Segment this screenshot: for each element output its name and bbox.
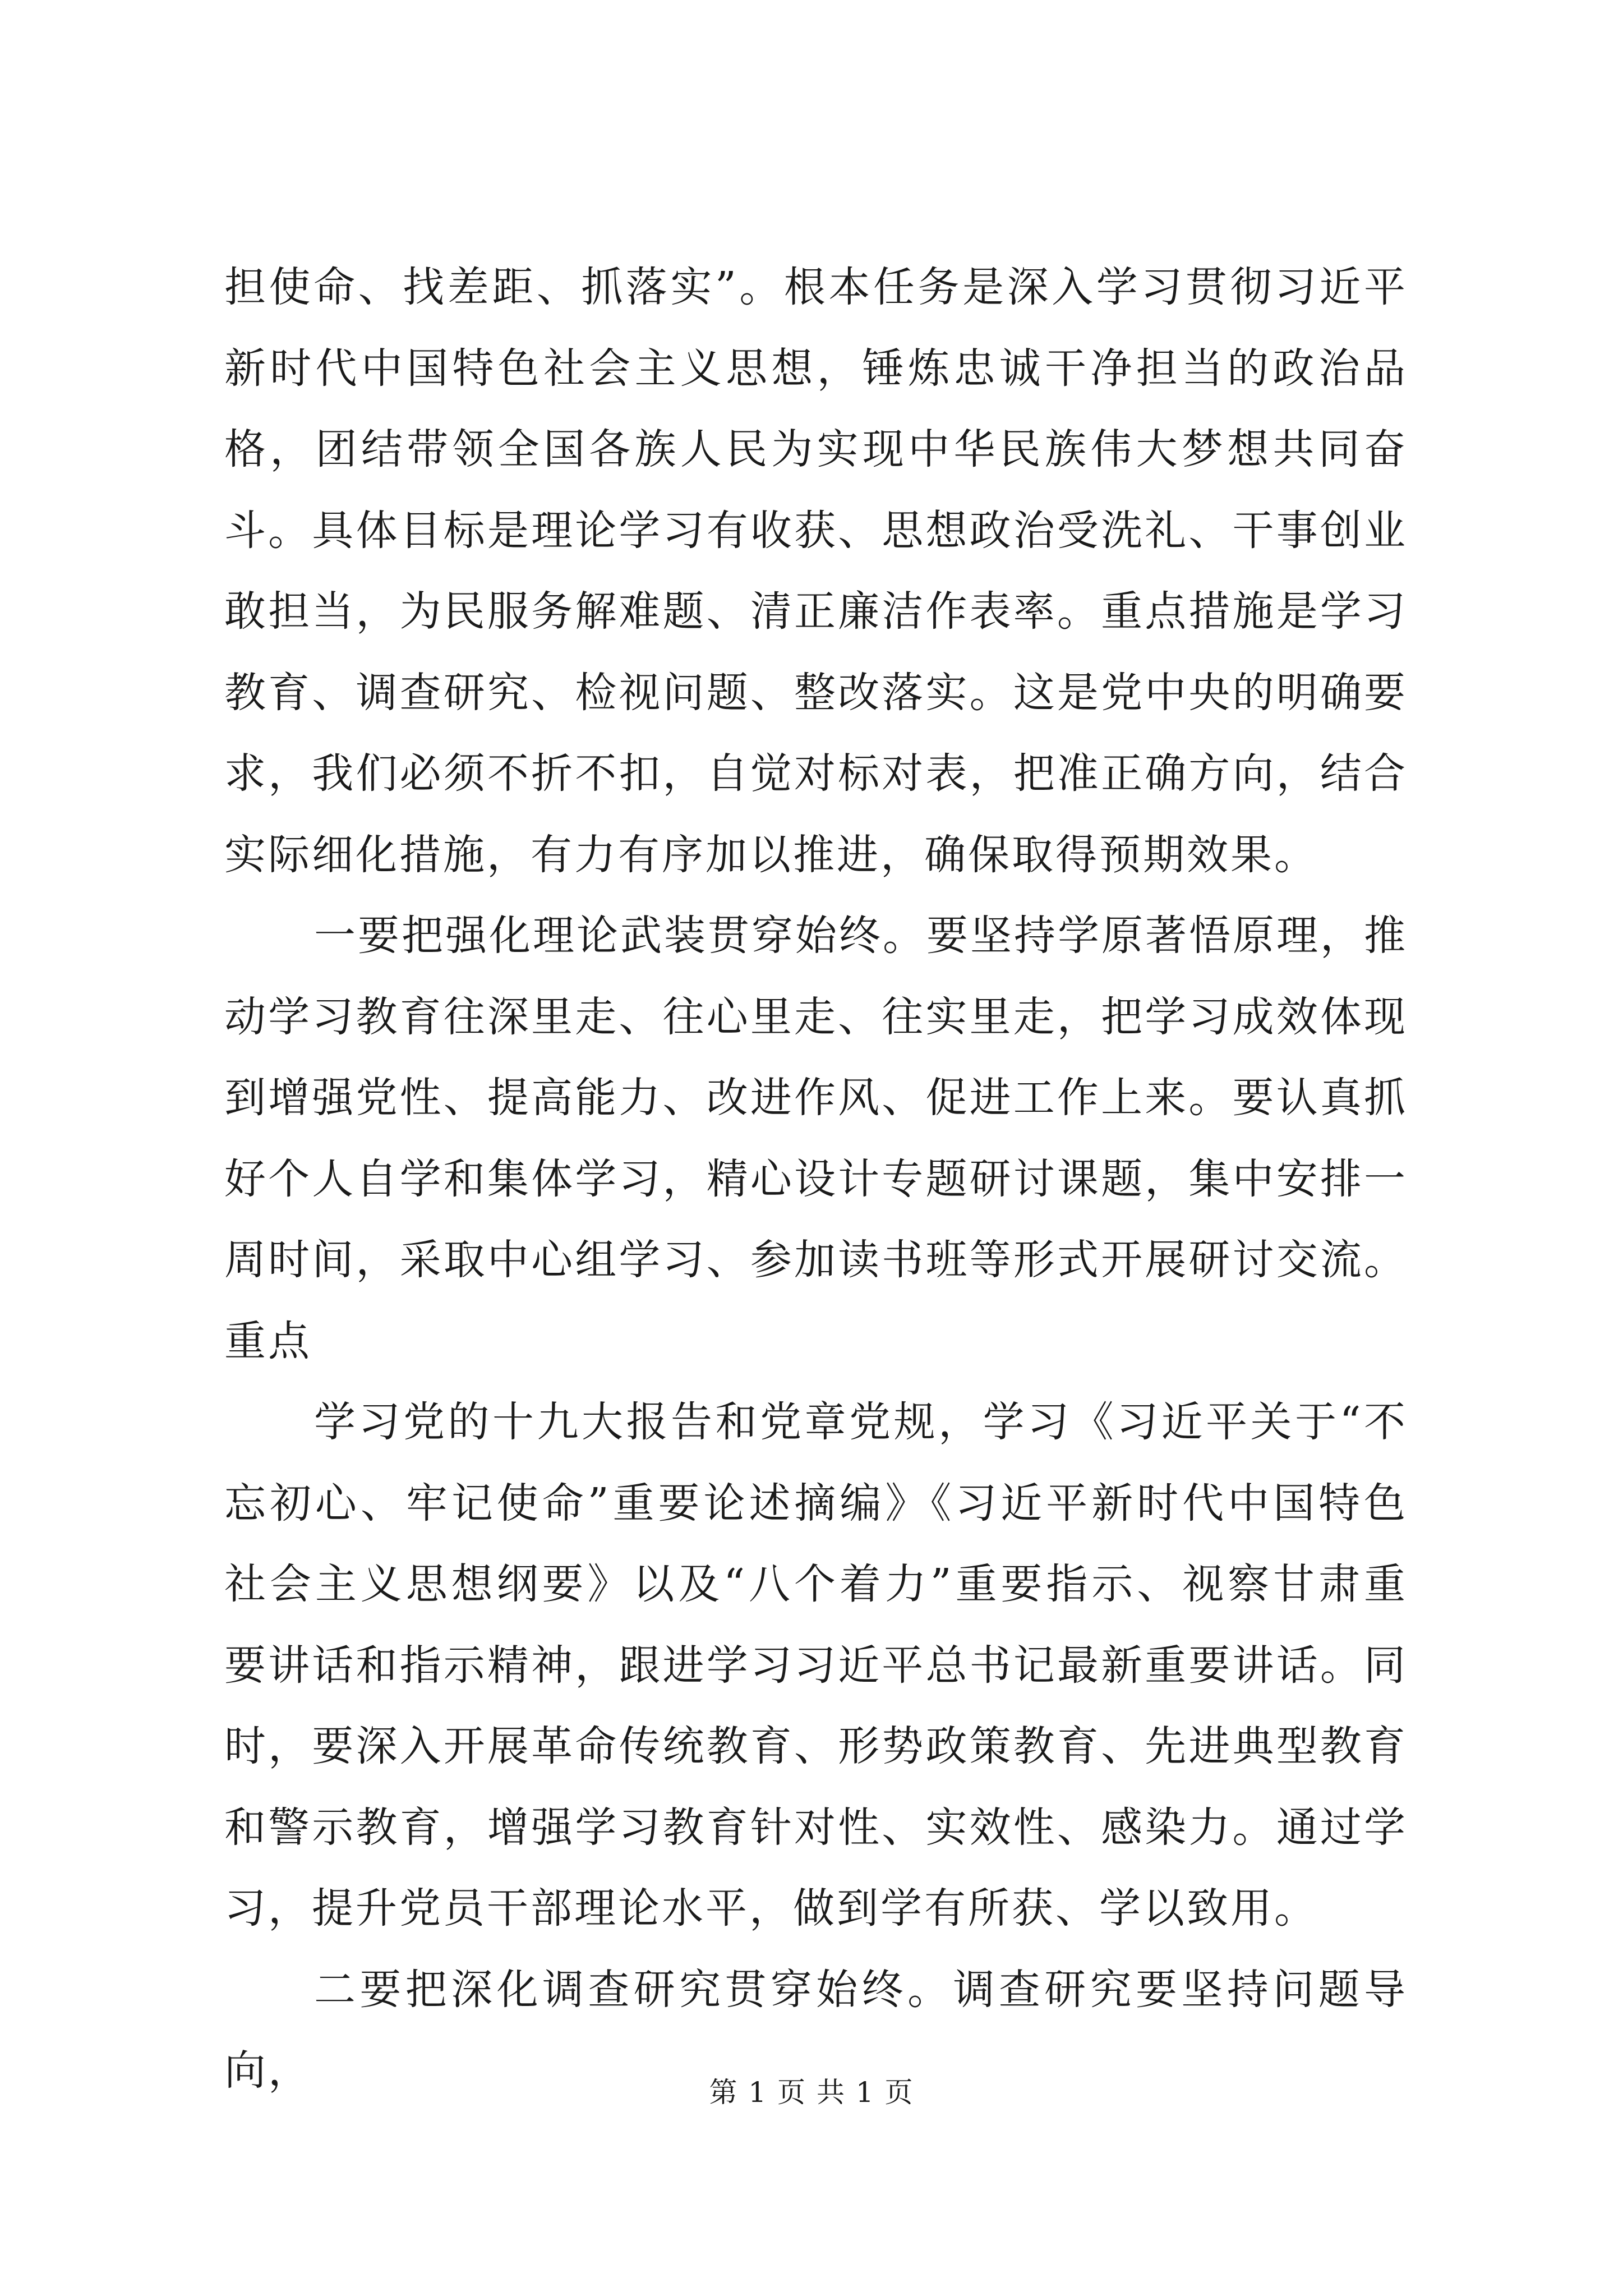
page-number-footer: 第 1 页 共 1 页 [709, 2076, 914, 2109]
paragraph-2: 一要把强化理论武装贯穿始终。要坚持学原著悟原理，推动学习教育往深里走、往心里走、往实里走，把学习成效体现到增强党性、提高能力、改进作风、促进工作上来。要认真抓好个人自学和集体学习，精心设计专题研讨课题，集中安排一周时间，采取中心组学习、参加读书班等形式开展研讨交流。重点 [224, 912, 1408, 1365]
document-body [224, 247, 1408, 2111]
paragraph-4: 二要把深化调查研究贯穿始终。调查研究要坚持问题导向， [224, 1965, 1408, 2095]
paragraph-3: 学习党的十九大报告和党章党规，学习《习近平关于“不忘初心、牢记使命”重要论述摘编》《习近平新时代中国特色社会主义思想纲要》以及“八个着力”重要指示、视察甘肃重要讲话和指示精神，跟进学习习近平总书记最新重要讲话。同时，要深入开展革命传统教育、形势政策教育、先进典型教育和警示教育，增强学习教育针对性、实效性、感染力。通过学习，提升党员干部理论水平，做到学有所获、学以致用。 [224, 1398, 1408, 1932]
paragraph-1: 担使命、找差距、抓落实”。根本任务是深入学习贯彻习近平新时代中国特色社会主义思想，锤炼忠诚干净担当的政治品格，团结带领全国各族人民为实现中华民族伟大梦想共同奋斗。具体目标是理论学习有收获、思想政治受洗礼、干事创业敢担当，为民服务解难题、清正廉洁作表率。重点措施是学习教育、调查研究、检视问题、整改落实。这是党中央的明确要求，我们必须不折不扣，自觉对标对表，把准正确方向，结合实际细化措施，有力有序加以推进，确保取得预期效果。 [224, 263, 1408, 879]
